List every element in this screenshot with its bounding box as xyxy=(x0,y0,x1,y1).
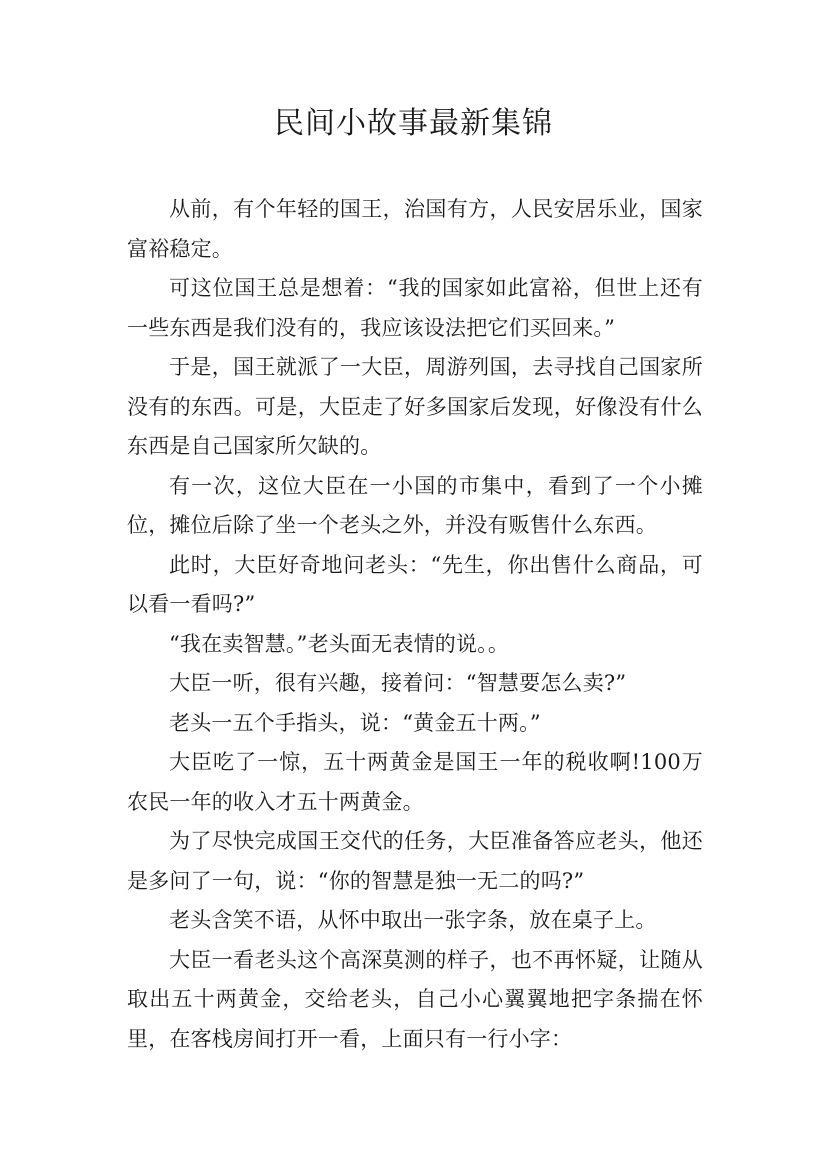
paragraph-12: 大臣一看老头这个高深莫测的样子，也不再怀疑，让随从取出五十两黄金，交给老头，自己小心翼翼地把字条揣在怀里，在客栈房间打开一看，上面只有一行小字： xyxy=(127,947,703,1051)
paragraph-10: 为了尽快完成国王交代的任务，大臣准备答应老头，他还是多问了一句，说：“你的智慧是独一无二的吗?” xyxy=(127,829,703,893)
story-body xyxy=(127,190,703,1059)
paragraph-2: 可这位国王总是想着：“我的国家如此富裕，但世上还有一些东西是我们没有的，我应该设法把它们买回来。” xyxy=(127,276,703,340)
paragraph-11: 老头含笑不语，从怀中取出一张字条，放在桌子上。 xyxy=(169,908,657,932)
paragraph-7: 大臣一听，很有兴趣，接着问：“智慧要怎么卖?” xyxy=(169,671,627,695)
page-title: 民间小故事最新集锦 xyxy=(274,106,553,141)
paragraph-3: 于是，国王就派了一大臣，周游列国，去寻找自己国家所没有的东西。可是，大臣走了好多国家后发现，好像没有什么东西是自己国家所欠缺的。 xyxy=(127,355,703,458)
paragraph-5: 此时，大臣好奇地问老头：“先生，你出售什么商品，可以看一看吗?” xyxy=(127,552,703,616)
paragraph-9: 大臣吃了一惊，五十两黄金是国王一年的税收啊!100万农民一年的收入才五十两黄金。 xyxy=(127,750,703,814)
paragraph-6: “我在卖智慧。”老头面无表情的说。。 xyxy=(169,631,510,656)
paragraph-4: 有一次，这位大臣在一小国的市集中，看到了一个小摊位，摊位后除了坐一个老头之外，并没有贩售什么东西。 xyxy=(127,473,703,537)
paragraph-1: 从前，有个年轻的国王，治国有方，人民安居乐业，国家富裕稳定。 xyxy=(127,197,703,261)
paragraph-8: 老头一五个手指头，说：“黄金五十两。” xyxy=(169,710,541,735)
